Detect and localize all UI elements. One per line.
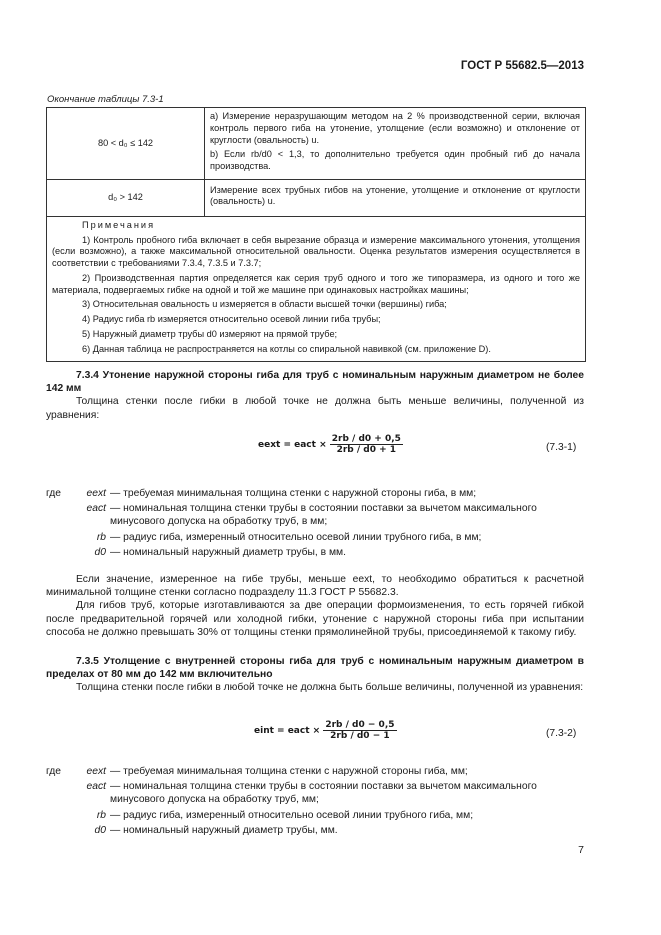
section-text: Толщина стенки после гибки в любой точке не должна быть больше величины, полученной из уравнения: <box>76 682 584 694</box>
formula-numerator: 2rb / d0 − 0,5 <box>325 720 395 730</box>
formula-numerator: 2rb / d0 + 0,5 <box>331 434 401 444</box>
definition-symbol: eext <box>86 488 106 499</box>
definition-text: — радиус гиба, измеренный относительно осевой линии трубного гиба, в мм; <box>110 531 482 543</box>
definition-item <box>46 824 584 837</box>
where-label: где <box>46 766 62 777</box>
formula-7-3-2 <box>254 720 397 741</box>
table-row <box>47 108 586 180</box>
definition-item <box>46 487 584 500</box>
formula-number: (7.3-2) <box>546 728 577 739</box>
table-notes-row <box>47 216 586 362</box>
definitions-list <box>46 765 584 839</box>
definition-symbol: eext <box>86 766 106 777</box>
section-text: Толщина стенки после гибки в любой точке не должна быть меньше величины, полученной из уравнения: <box>46 396 584 421</box>
formula-fraction <box>330 434 403 455</box>
formula-denominator: 2rb / d0 − 1 <box>330 731 390 741</box>
definition-text: — радиус гиба, измеренный относительно осевой линии трубного гиба, мм; <box>110 809 474 821</box>
definition-item <box>46 780 584 806</box>
formula-lhs: eext = eact × <box>258 440 327 450</box>
definition-text: — номинальный наружный диаметр трубы, в мм. <box>110 546 346 558</box>
definition-text: — требуемая минимальная толщина стенки с наружной стороны гиба, в мм; <box>110 488 477 499</box>
section-7-3-4 <box>46 369 584 422</box>
where-label: где <box>46 488 62 499</box>
page-number: 7 <box>578 844 584 856</box>
table-item: Измерение всех трубных гибов на утонение, утолщение и отклонение от круглости (овальность) u. <box>210 184 580 207</box>
requirements-table <box>46 107 586 362</box>
table-row <box>47 179 586 216</box>
formula-denominator: 2rb / d0 + 1 <box>336 445 397 455</box>
definitions-list <box>46 487 584 561</box>
definition-symbol: eact <box>86 503 106 515</box>
table-cell-condition: d₀ > 142 <box>47 179 205 216</box>
definition-symbol: d0 <box>94 824 106 836</box>
table-notes <box>47 216 586 362</box>
definition-item <box>46 765 584 778</box>
table-item: b) Если rb/d0 < 1,3, то дополнительно требуется один пробный гиб до начала производства. <box>210 149 580 172</box>
note-item: 4) Радиус гиба rb измеряется относительно осевой линии гиба трубы; <box>82 314 381 325</box>
formula-7-3-1 <box>258 434 403 455</box>
paragraph: Если значение, измеренное на гибе трубы, меньше eext, то необходимо обратиться к расчетной минимальной толщине стенки согласно подразделу 11.3 ГОСТ Р 55682.3. <box>46 574 584 599</box>
note-item: 2) Производственная партия определяется как серия труб одного и того же типоразмера, из одного и того же материала, подвергаемых гибке на одной и той же машине при одинаковых настройках машины; <box>52 272 580 295</box>
notes-heading: Примечания <box>82 219 156 230</box>
definition-item <box>46 502 584 528</box>
definition-item <box>46 531 584 544</box>
note-item: 3) Относительная овальность u измеряется в области высшей точки (вершины) гиба; <box>82 299 447 310</box>
table-caption: Окончание таблицы 7.3-1 <box>47 94 164 105</box>
definition-symbol: rb <box>96 531 106 543</box>
note-item: 1) Контроль пробного гиба включает в себя вырезание образца и измерение максимального утонения, утолщения (если возможно), а также максимальной относительной овальности. Оценка результатов измерения осуществляется в соответствии с требованиями 7.3.4, 7.3.5 и 7.3.7; <box>52 234 580 269</box>
definition-text: — номинальная толщина стенки трубы в состоянии поставки за вычетом максимального минусового допуска на обработку труб, в мм; <box>110 503 537 528</box>
standard-header: ГОСТ Р 55682.5—2013 <box>460 60 584 72</box>
table-cell-condition: 80 < d₀ ≤ 142 <box>47 108 205 180</box>
section-heading: 7.3.4 Утонение наружной стороны гиба для труб с номинальным наружным диаметром не более 142 мм <box>46 370 584 395</box>
section-7-3-4-paragraphs <box>46 573 584 639</box>
section-heading: 7.3.5 Утолщение с внутренней стороны гиба для труб с номинальным наружным диаметром в пределах от 80 мм до 142 мм включительно <box>46 656 584 681</box>
table-cell-description <box>205 108 586 180</box>
definition-text: — номинальный наружный диаметр трубы, мм. <box>110 824 338 836</box>
definition-symbol: rb <box>96 809 106 821</box>
formula-lhs: eint = eact × <box>254 726 321 736</box>
formula-fraction <box>323 720 396 741</box>
section-7-3-5 <box>46 655 584 695</box>
paragraph: Для гибов труб, которые изготавливаются за две операции формоизменения, то есть горячей гибкой после предварительной горячей или холодной гибки, утонение с наружной стороны гиба при испытании способа не должно превышать 30% от толщины стенки прямолинейной трубы, присоединяемой к такому гибу. <box>46 600 584 638</box>
table-item: а) Измерение неразрушающим методом на 2 % производственной серии, включая контроль первого гиба на утонение, утолщение (если возможно) и отклонение от круглости (овальность) u. <box>210 111 580 145</box>
definition-symbol: eact <box>86 781 106 793</box>
definition-item <box>46 809 584 822</box>
definition-symbol: d0 <box>94 546 106 558</box>
formula-number: (7.3-1) <box>546 442 577 453</box>
note-item: 6) Данная таблица не распространяется на котлы со спиральной навивкой (см. приложение D). <box>82 343 491 354</box>
table-cell-description <box>205 179 586 216</box>
definition-text: — номинальная толщина стенки трубы в состоянии поставки за вычетом максимального минусового допуска на обработку труб, мм; <box>110 781 537 806</box>
note-item: 5) Наружный диаметр трубы d0 измеряют на прямой трубе; <box>82 328 338 339</box>
definition-text: — требуемая минимальная толщина стенки с наружной стороны гиба, мм; <box>110 766 468 777</box>
definition-item <box>46 546 584 559</box>
